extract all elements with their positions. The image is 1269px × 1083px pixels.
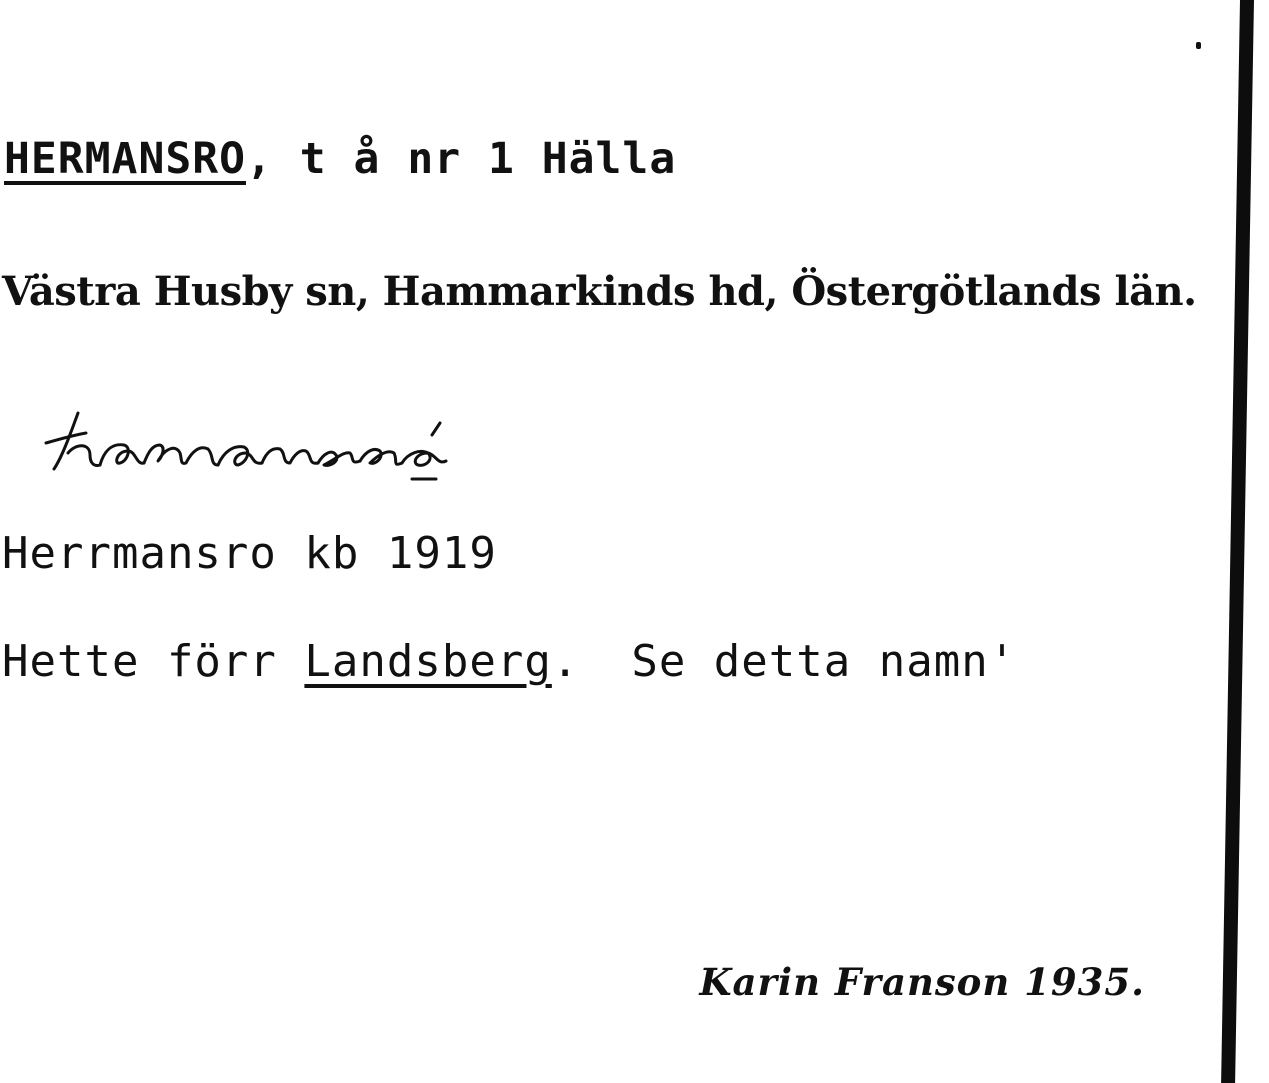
handwritten-pronunciation	[40, 395, 500, 505]
note-prefix: Hette förr	[2, 636, 305, 687]
place-details: , t å nr 1 Hälla	[246, 134, 677, 184]
location-line: Västra Husby sn, Hammarkinds hd, Östergötlands län.	[2, 268, 1197, 315]
author-signature: Karin Franson 1935.	[699, 960, 1145, 1004]
card-edge	[1221, 0, 1254, 1083]
ink-speck	[1196, 42, 1201, 49]
note-suffix: Se detta namn'	[631, 636, 1017, 687]
note-entry	[2, 636, 1016, 687]
record-entry: Herrmansro kb 1919	[2, 528, 497, 579]
note-period: .	[551, 636, 580, 687]
card-title	[4, 134, 676, 184]
place-name: HERMANSRO	[4, 134, 246, 184]
cross-reference-name[interactable]: Landsberg	[304, 636, 552, 687]
